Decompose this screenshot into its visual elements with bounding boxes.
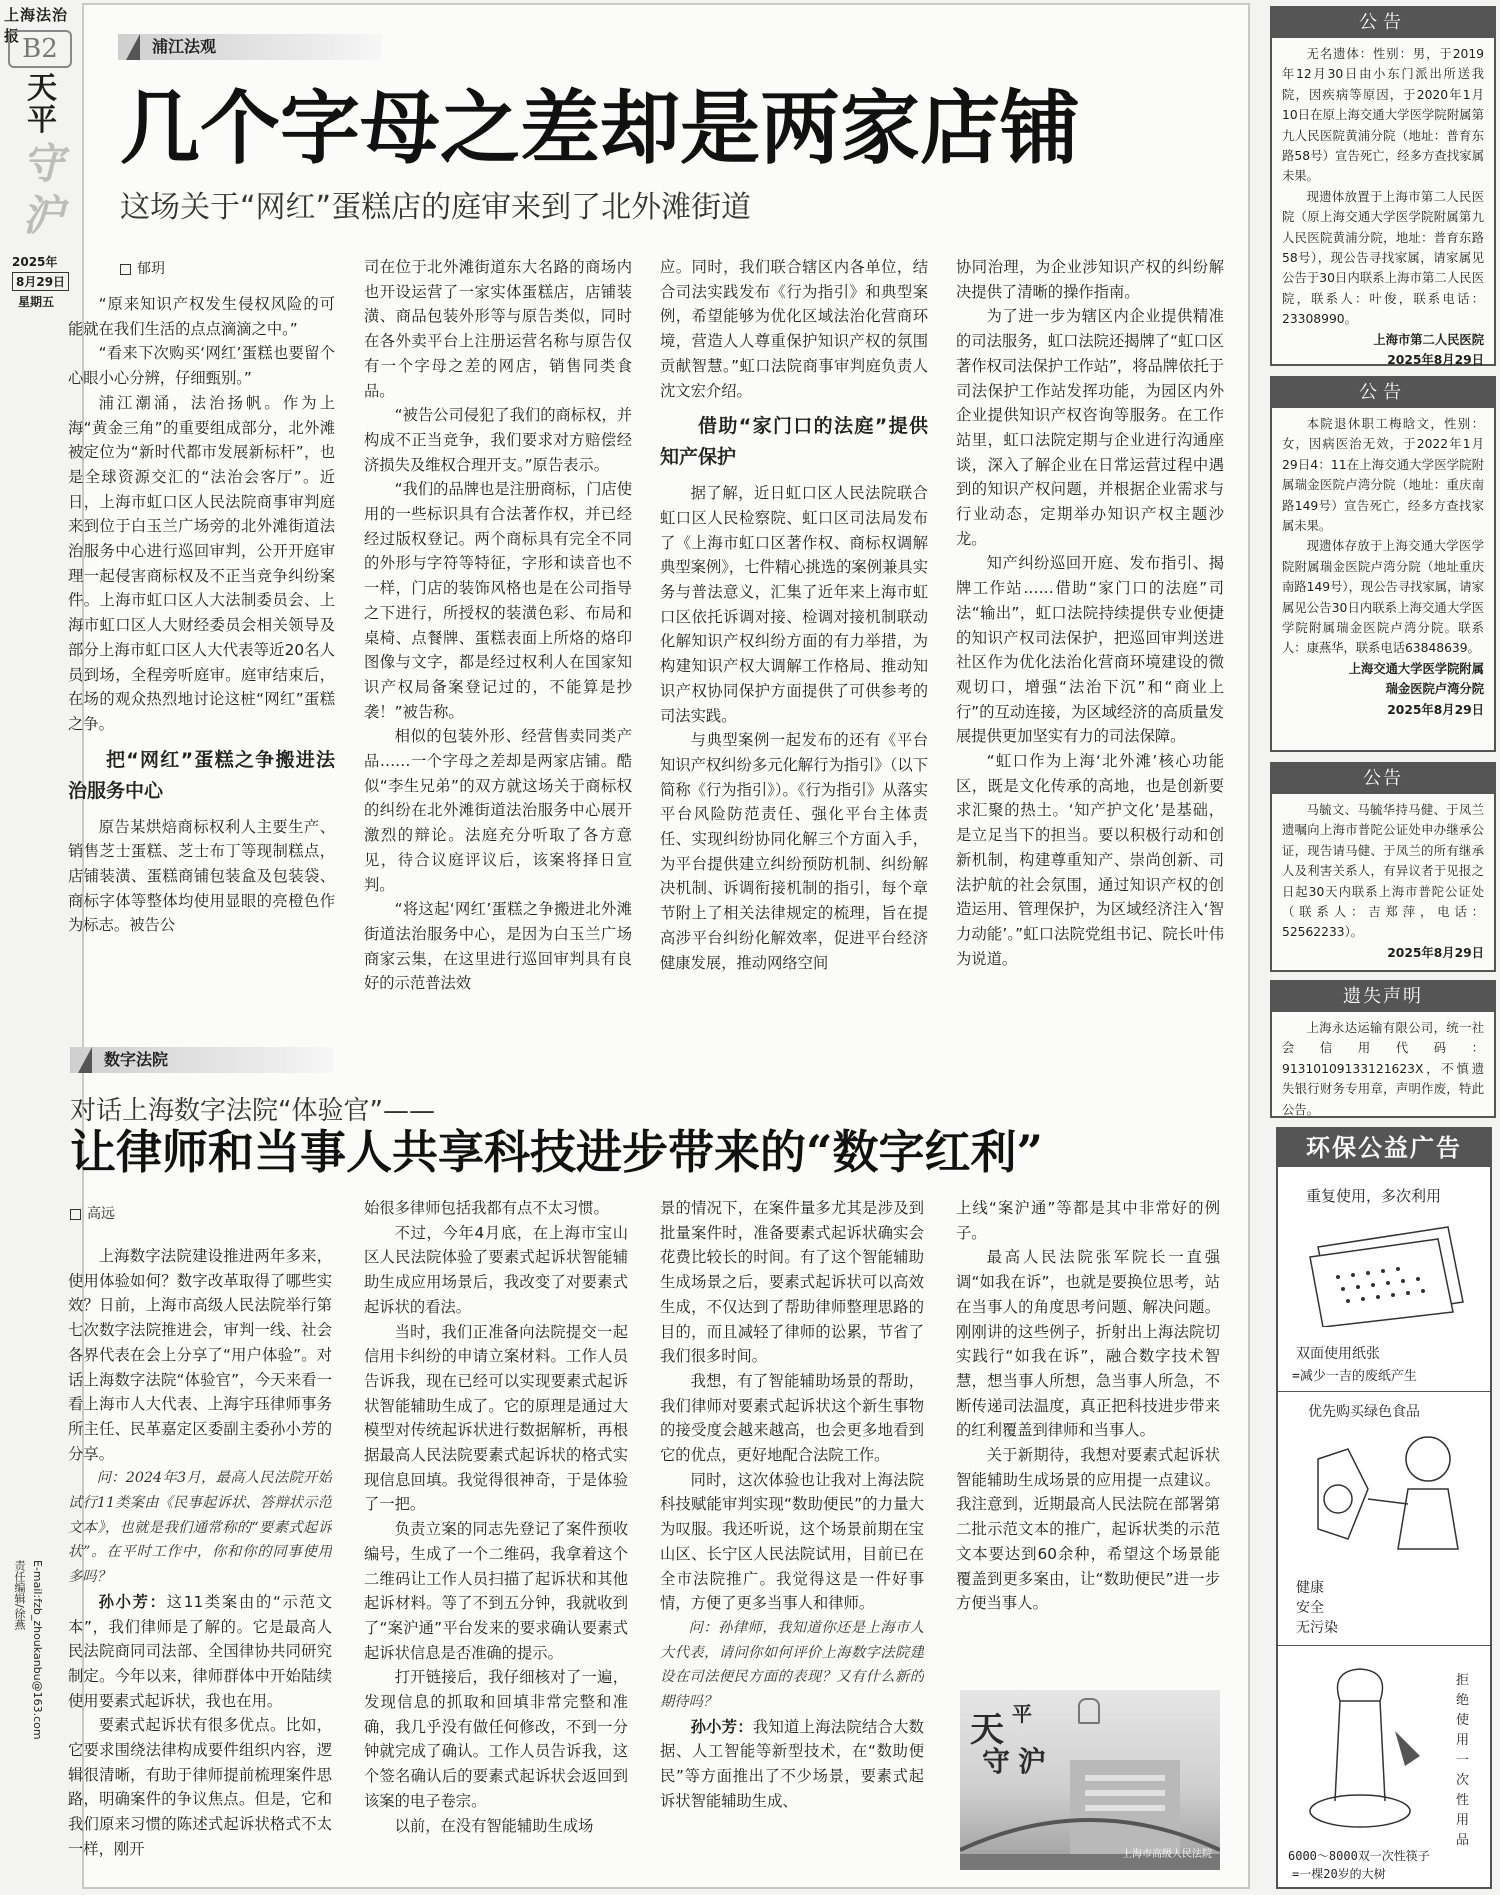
notice-2: [1270, 376, 1496, 752]
notice-signature: 2025年8月29日: [1387, 353, 1484, 368]
paragraph: 浦江潮涌，法治扬帆。作为上海“黄金三角”的重要组成部分，北外滩被定位为“新时代都市发展新标杆”，也是全球资源交汇的“法治会客厅”。近日，上海市虹口区人民法院商事审判庭来到位于白玉兰广场旁的北外滩街道法治服务中心进行巡回审判，公开开庭审理一起侵害商标权及不正当竞争纠纷案件。上海市虹口区人大法制委员会、上海市虹口区人大财经委员会相关领导及部分上海市虹口区人大代表等近20名人员到场，全程旁听庭审。庭审结束后，在场的观众热烈地讨论这桩“网红”蛋糕之争。: [68, 393, 335, 733]
paragraph: 原告某烘焙商标权利人主要生产、销售芝士蛋糕、芝士布丁等现制糕点，店铺装潢、蛋糕商铺包装盒及包装袋、商标字体等整体均使用显眼的亮橙色作为标志。被告公: [68, 817, 335, 935]
column-name-dark-2: 平: [27, 103, 57, 138]
ad-line: =一棵20岁的大树: [1292, 1867, 1386, 1881]
page-number: B2: [8, 30, 72, 68]
story1-headline: 几个字母之差却是两家店铺: [120, 81, 1080, 175]
question-2: 问：孙律师，我知道你还是上海市人大代表，请问你如何评价上海数字法院建设在司法便民方面的表现？又有什么新的期待吗？: [660, 1619, 924, 1711]
story1-byline: 郁玥: [120, 258, 165, 278]
paragraph: 当时，我们正准备向法院提交一起信用卡纠纷的申请立案材料。工作人员告诉我，现在已经可以实现要素式起诉状智能辅助生成了。它的原理是通过大模型对传统起诉状进行数据解析，再根据最高人民法院要素式起诉状的格式实现信息回填。我觉得很神奇，于是体验了一把。: [364, 1322, 628, 1514]
paragraph: 上线“案沪通”等都是其中非常好的例子。: [956, 1199, 1220, 1242]
story2-column-3: [660, 1196, 924, 1880]
notice-paragraph: 马毓文、马毓华持马健、于凤兰遗嘱向上海市普陀公证处申办继承公证，现告请马健、于凤兰的所有继承人及利害关系人，有异议者于见报之日起30天内联系上海市普陀公证处（联系人：吉郑萍，电话：52562233）。: [1282, 803, 1484, 940]
notice-lost: [1270, 980, 1496, 1118]
paragraph: “将这起‘网红’蛋糕之争搬进北外滩街道法治服务中心，是因为白玉兰广场商家云集，在这里进行巡回审判具有良好的示范普法效: [364, 900, 632, 993]
ad-line: 重复使用，多次利用: [1306, 1187, 1442, 1205]
photo-caption: 上海市高级人民法院: [1122, 1849, 1212, 1860]
paragraph: 我想，有了智能辅助场景的帮助，我们律师对要素式起诉状这个新生事物的接受度会越来越高，也会更多地看到它的优点，更好地配合法院工作。: [660, 1371, 924, 1465]
paragraph: 为了进一步为辖区内企业提供精准的司法服务，虹口法院还揭牌了“虹口区著作权司法保护工作站”，将品牌依托于司法保护工作站发挥功能，为园区内外企业提供知识产权咨询等服务。在工作站里，虹口法院定期与企业进行沟通座谈，深入了解企业在日常运营过程中遇到的知识产权问题，并根据企业需求与行业动态，定期举办知识产权主题沙龙。: [956, 307, 1224, 548]
answer-text: 我知道上海法院结合大数据、人工智能等新型技术，在“数助便民”等方面推出了不少场景，要素式起诉状智能辅助生成、: [660, 1717, 924, 1810]
notice-3: [1270, 762, 1496, 972]
notice-signature: 2025年8月29日: [1387, 945, 1484, 960]
ad-vertical-slogan: 拒 绝 使 用 一 次 性 用 品: [1456, 1673, 1470, 1848]
notice-title: 公告: [1272, 378, 1494, 408]
paragraph: 应。同时，我们联合辖区内各单位，结合司法实践发布《行为指引》和典型案例，希望能够为优化区域法治化营商环境，营造人人尊重保护知识产权的氛围贡献智慧。”虹口法院商事审判庭负责人沈文宏介绍。: [660, 258, 928, 400]
paragraph: 司在位于北外滩街道东大名路的商场内也开设运营了一家实体蛋糕店，店铺装潢、商品包装外形等与原告类似，同时在各外卖平台上注册运营名称与原告仅有一个字母之差的网店，销售同类食品。: [364, 258, 632, 400]
paragraph: 与典型案例一起发布的还有《平台知识产权纠纷多元化解行为指引》（以下简称《行为指引》）。《行为指引》从落实平台风险防范责任、强化平台主体责任、实现纠纷协同化解三个方面入手，为平台提供建立纠纷预防机制、纠纷解决机制、诉调衔接机制的指引，每个章节附上了相关法律规定的梳理，旨在提高涉平台纠纷化解效率，促进平台经济健康发展，推动网络空间: [660, 731, 928, 972]
paragraph: “我们的品牌也是注册商标，门店使用的一些标识具有合法著作权，并已经经过版权登记。两个商标具有完全不同的外形与字符等特征，字形和读音也不一样，门店的装饰风格也是在公司指导之下进行，所授权的装潢色彩、布局和桌椅、点餐牌、蛋糕表面上所烙的烙印图像与文字，都是经过权利人在国家知识产权局备案登记过的，不能算是抄袭！”被告称。: [364, 480, 632, 721]
ad-line: 优先购买绿色食品: [1308, 1404, 1420, 1420]
paragraph: “看来下次购买‘网红’蛋糕也要留个心眼小心分辨，仔细甄别。”: [68, 344, 335, 388]
paragraph: “虹口作为上海‘北外滩’核心功能区，既是文化传承的高地，也是创新要求汇聚的热土。‘知产护文化’是基础，是立足当下的担当。要以积极行动和创新机制，构建尊重知产、崇尚创新、司法护航的社会氛围，通过知识产权的创造运用、管理保护，为区域经济注入‘智力动能’。”虹口法院党组书记、院长叶伟为说道。: [956, 752, 1224, 968]
girl-with-vegetables-icon: [1308, 1429, 1468, 1579]
paragraph: 知产纠纷巡回开庭、发布指引、揭牌工作站……借助“家门口的法庭”司法“输出”，虹口法院持续提供专业便捷的知识产权司法保护，把巡回审判送进社区作为优化法治化营商环境建设的微观切口，增强“法治下沉”和“商业上行”的互动连接，为区域经济的高质量发展提供更加坚实有力的司法保障。: [956, 554, 1224, 746]
notice-paragraph: 无名遗体：性别：男，于2019年12月30日由小东门派出所送我院，因疾病等原因，于2020年1月10日在原上海交通大学医学院附属第九人民医院黄浦分院（地址：普育东路58号）宣告死亡，经多方查找家属未果。: [1282, 47, 1484, 184]
notice-signature: 上海市第二人民医院: [1373, 332, 1484, 347]
story1-subheading-2: 借助“家门口的法庭”提供知产保护: [660, 415, 928, 469]
editor-email: E-mail:fzb_zhoukanbu@163.com: [31, 1560, 44, 1740]
notice-paragraph: 本院退休职工梅晗文，性别：女，因病医治无效，于2022年1月29日4：11在上海交通大学医学院附属瑞金医院卢湾分院（地址：重庆南路149号）宣告死亡，经多方查找家属未果。: [1282, 417, 1484, 534]
notice-paragraph: 上海永达运输有限公司，统一社会信用代码：91310109133121623X，不慎遗失银行财务专用章，声明作废，特此公告。: [1282, 1021, 1484, 1117]
story1-column-3: [660, 255, 928, 1032]
paragraph: “原来知识产权发生侵权风险的可能就在我们生活的点点滴滴之中。”: [68, 295, 335, 338]
notice-paragraph: 现遗体放置于上海市第二人民医院（原上海交通大学医学院附属第九人民医院黄浦分院，地址：普育东路58号），现公告寻找家属，请家属见公告于30日内联系上海市第二人民医院，联系人：叶俊，联系电话：23308990。: [1282, 189, 1484, 327]
notice-signature: 上海交通大学医学院附属: [1348, 661, 1484, 676]
story2-headline: 让律师和当事人共享科技进步带来的“数字红利”: [70, 1125, 1043, 1179]
question-1: 问：2024年3月，最高人民法院开始试行11类案由《民事起诉状、答辩状示范文本》，也就是我们通常称的“要素式起诉状”。在平时工作中，你和你的同事使用多吗？: [68, 1470, 332, 1586]
paragraph: 关于新期待，我想对要素式起诉状智能辅助生成场景的应用提一点建议。我注意到，近期最高人民法院在部署第二批示范文本的推广，起诉状类的示范文本要达到60余种，希望这个场景能覆盖到更多案由，让“数助便民”进一步方便当事人。: [956, 1446, 1220, 1613]
paragraph: 协同治理，为企业涉知识产权的纠纷解决提供了清晰的操作指南。: [956, 258, 1224, 301]
issue-date: 8月29日: [12, 272, 69, 291]
paragraph: 同时，这次体验也让我对上海法院科技赋能审判实现“数助便民”的力量大为叹服。我还听说，这个场景前期在宝山区、长宁区人民法院试用，目前已在全市法院推广。我觉得这是一件好事情，方便了更多当事人和律师。: [660, 1470, 924, 1613]
eco-ad: [1276, 1127, 1492, 1889]
photo-title-4: 沪: [1018, 1745, 1047, 1778]
paragraph: 要素式起诉状有很多优点。比如，它要求围绕法律构成要件组织内容，逻辑很清晰，有助于律师提前梳理案件思路，明确案件的争议焦点。但是，它和我们原来习惯的陈述式起诉状格式不太一样，刚开: [68, 1716, 332, 1858]
answer-speaker: 孙小芳：: [690, 1717, 753, 1736]
notice-title: 遗失声明: [1272, 982, 1494, 1012]
answer-text: 这11类案由的“示范文本”，我们律师是了解的。它是最高人民法院商同司法部、全国律协共同研究制定。今年以来，律师群体中开始陆续使用要素式起诉状，我也在用。: [68, 1592, 332, 1710]
issue-weekday: 星期五: [18, 295, 55, 309]
paragraph: 上海数字法院建设推进两年多来，使用体验如何？数字改革取得了哪些实效？日前，上海市高级人民法院举行第七次数字法院推进会，审判一线、社会各界代表在会上分享了“用户体验”。对话上海数字法院“体验官”，今天来看一看上海市人大代表、上海宇珏律师事务所主任、民革嘉定区委副主委孙小芳的分享。: [68, 1247, 332, 1463]
column-name-light-2: 沪: [22, 191, 65, 240]
ad-title: 环保公益广告: [1278, 1129, 1490, 1167]
paragraph: 相似的包装外形、经营售卖同类产品……一个字母之差却是两家店铺。酷似“李生兄弟”的双方就这场关于商标权的纠纷在北外滩街道法治服务中心展开激烈的辩论。法庭充分听取了各方意见，待合议庭评议后，该案将择日宣判。: [364, 727, 632, 894]
paragraph: 负责立案的同志先登记了案件预收编号，生成了一个二维码，我拿着这个二维码让工作人员扫描了起诉状和其他起诉材料。等了不到五分钟，我就收到了“案沪通”平台发来的要求确认要素式起诉状信息是否准确的提示。: [364, 1520, 628, 1662]
issue-year: 2025年: [12, 255, 58, 269]
photo-title-3: 守: [982, 1745, 1011, 1778]
paragraph: 据了解，近日虹口区人民法院联合虹口区人民检察院、虹口区司法局发布了《上海市虹口区著作权、商标权调解典型案例》，七件精心挑选的案例兼具实务与普法意义，汇集了近年来上海市虹口区依托诉调对接、检调对接机制联动化解知识产权纠纷方面的有力举措，为构建知识产权大调解工作格局、推动知识产权协同保护方面提供了可供参考的司法实践。: [660, 484, 928, 725]
story1-subhead: 这场关于“网红”蛋糕店的庭审来到了北外滩街道: [120, 190, 752, 225]
ad-line: 6000～8000双一次性筷子: [1288, 1849, 1430, 1863]
column-name-dark-1: 天: [27, 71, 57, 106]
paragraph: 不过，今年4月底，在上海市宝山区人民法院体验了要素式起诉状智能辅助生成应用场景后，我改变了对要素式起诉状的看法。: [364, 1223, 628, 1316]
story2-byline: 高远: [70, 1203, 115, 1223]
section-ribbon-pujiang: 浦江法观: [118, 34, 382, 60]
court-emblem-icon: [1078, 1698, 1100, 1724]
paragraph: 景的情况下，在案件量多尤其是涉及到批量案件时，准备要素式起诉状确实会花费比较长的时间。有了这个智能辅助生成场景之后，要素式起诉状可以高效生成，不仅达到了帮助律师整理思路的目的，而且减轻了律师的讼累，节省了我们很多时间。: [660, 1199, 924, 1366]
story2-column-2: [364, 1196, 628, 1880]
story1-column-2: [364, 255, 632, 1032]
notice-signature: 瑞金医院卢湾分院: [1385, 682, 1484, 697]
ad-line: 安全: [1296, 1600, 1324, 1616]
answer-1: [68, 1590, 332, 1714]
paragraph: 最高人民法院张军院长一直强调“如我在诉”，也就是要换位思考，站在当事人的角度思考问题、解决问题。刚刚讲的这些例子，折射出上海法院切实践行“如我在诉”，融合数字技术智慧，想当事人所想，急当事人所急，不断传递司法温度，真正把科技进步带来的红利覆盖到律师和当事人。: [956, 1248, 1220, 1440]
notice-signature: 2025年8月29日: [1387, 702, 1484, 717]
story1-column-1: [68, 292, 335, 1032]
notice-paragraph: 现遗体存放于上海交通大学医学院附属瑞金医院卢湾分院（地址重庆南路149号），现公告寻找家属，请家属见公告30日内联系上海交通大学医学院附属瑞金医院卢湾分院。联系人：康燕华，联系电话63848639。: [1282, 539, 1484, 656]
paragraph: 以前，在没有智能辅助生成场: [394, 1816, 594, 1835]
paragraph: 打开链接后，我仔细核对了一遍，发现信息的抓取和回填非常完整和准确，我几乎没有做任何修改，不到一分钟就完成了确认。工作人员告诉我，这个签名确认后的要素式起诉状会返回到该案的电子卷宗。: [364, 1668, 628, 1810]
ad-line: =减少一吉的废纸产生: [1292, 1369, 1417, 1384]
notice-title: 公告: [1272, 764, 1494, 794]
ad-line: 健康: [1296, 1580, 1324, 1596]
story2-kicker: 对话上海数字法院“体验官”——: [70, 1096, 435, 1126]
story1-subheading-1: 把“网红”蛋糕之争搬进法治服务中心: [68, 748, 335, 802]
story2-column-1: [68, 1244, 332, 1880]
court-building-photo: [960, 1690, 1220, 1870]
section-ribbon-digital-court: 数字法院: [70, 1047, 334, 1073]
story2-column-4: [956, 1196, 1220, 1676]
paper-sheets-icon: [1298, 1217, 1473, 1327]
answer-2: [660, 1715, 924, 1814]
paragraph: “被告公司侵犯了我们的商标权，并构成不正当竞争，我们要求对方赔偿经济损失及维权合理开支。”原告表示。: [364, 406, 632, 474]
answer-speaker: 孙小芳：: [98, 1592, 167, 1611]
paragraph: 始很多律师包括我都有点不太习惯。: [364, 1199, 609, 1217]
editor-credit: 责任编辑/徐燕: [13, 1560, 26, 1630]
notice-title: 公告: [1272, 8, 1494, 38]
story1-column-4: [956, 255, 1224, 1032]
ad-line: 无污染: [1296, 1620, 1338, 1636]
photo-title-1: 天: [970, 1710, 1004, 1750]
notice-1: [1270, 6, 1496, 366]
photo-title-2: 平: [1012, 1702, 1032, 1726]
column-name-light-1: 守: [22, 139, 65, 188]
paper-logo: 上海法治报: [4, 6, 69, 45]
tree-stump-icon: [1300, 1661, 1430, 1836]
ad-line: 双面使用纸张: [1296, 1346, 1380, 1362]
